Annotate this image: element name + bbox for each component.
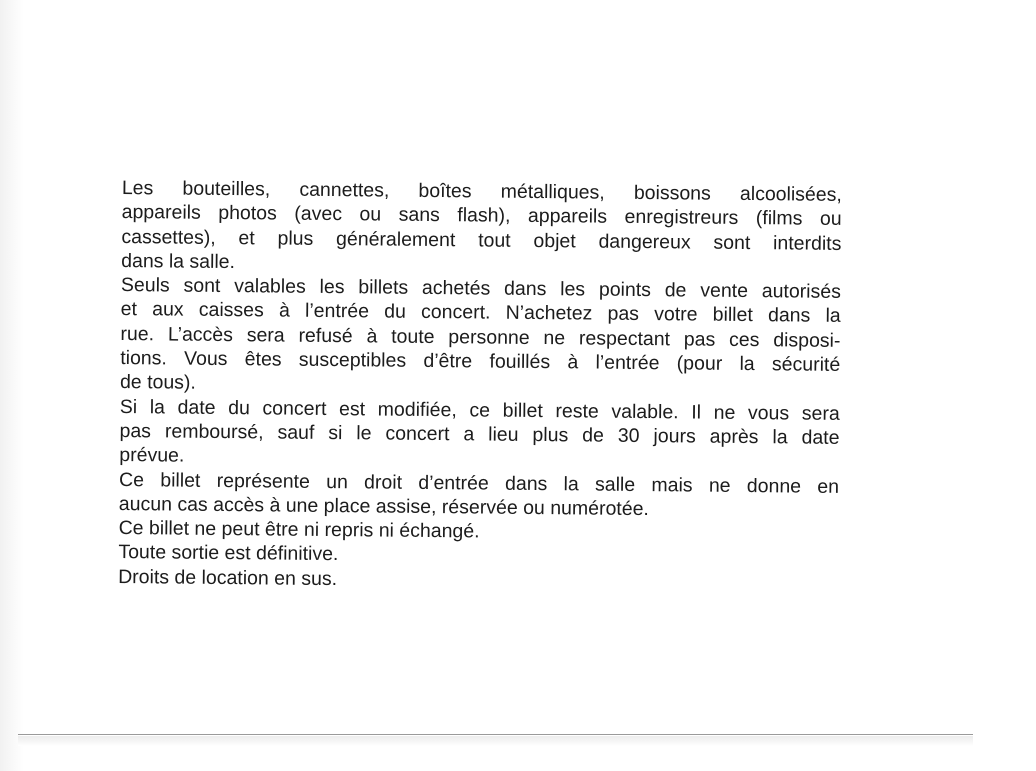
text-line: et aux caisses à l’entrée du concert. N’achetez pas votre billet dans la	[120, 298, 841, 328]
text-line: appareils photos (avec ou sans flash), appareils enregistreurs (films ou	[121, 201, 842, 231]
scan-shadow	[0, 0, 24, 771]
ticket-bottom-edge	[18, 734, 973, 735]
text-line: Droits de location en sus.	[118, 565, 338, 590]
text-line: pas remboursé, sauf si le concert a lieu plus de 30 jours après la date	[119, 419, 840, 449]
text-line: Si la date du concert est modifiée, ce billet reste valable. Il ne vous sera	[119, 395, 840, 425]
text-line: prévue.	[119, 444, 185, 467]
text-line: rue. L’accès sera refusé à toute personne ne respectant pas ces disposi-	[120, 322, 841, 352]
text-line: Toute sortie est définitive.	[118, 541, 339, 566]
ticket-edge-shadow	[18, 736, 973, 746]
valid-tickets-paragraph	[120, 273, 841, 401]
entry-right-paragraph	[119, 468, 839, 524]
ticket-conditions	[118, 176, 842, 596]
text-line: Seuls sont valables les billets achetés dans les points de vente autorisés	[120, 274, 842, 304]
text-line: tions. Vous êtes susceptibles d’être fouillés à l’entrée (pour la sécurité	[120, 347, 841, 376]
text-line: aucun cas accès à une place assise, réservée ou numérotée.	[118, 492, 649, 520]
date-change-paragraph	[119, 395, 840, 475]
text-line: Ce billet représente un droit d’entrée dans la salle mais ne donne en	[118, 468, 840, 498]
text-line: cassettes), et plus généralement tout objet dangereux sont interdits	[121, 225, 842, 255]
text-line: de tous).	[119, 371, 197, 395]
text-line: Les bouteilles, cannettes, boîtes métalliques, boissons alcoolisées,	[121, 176, 842, 206]
bottles-cameras-paragraph	[121, 176, 842, 280]
text-line: Ce billet ne peut être ni repris ni échangé.	[118, 517, 480, 543]
text-line: dans la salle.	[121, 249, 236, 273]
